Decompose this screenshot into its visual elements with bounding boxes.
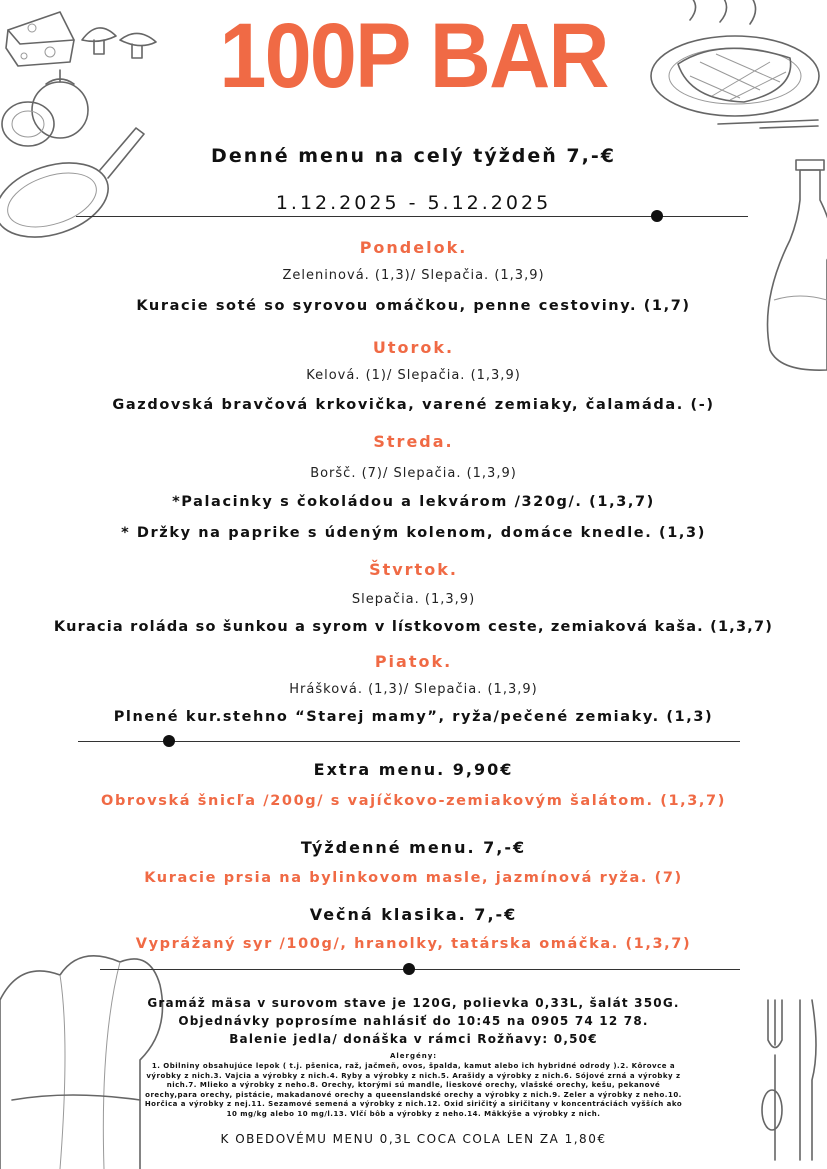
allergens-list: [100, 1062, 727, 1119]
main-friday: Plnené kur.stehno “Starej mamy”, ryža/pečené zemiaky. (1,3): [113, 709, 714, 725]
weekly-menu-title: Týždenné menu. 7,-€: [300, 838, 527, 857]
allergen-line: 10 mg/kg alebo 10 mg/l.13. Vlčí bôb a výrobky z neho.14. Mäkkýše a výrobky z nich.: [226, 1109, 601, 1118]
divider: [100, 969, 740, 970]
classic-menu-title: Večná klasika. 7,-€: [309, 905, 518, 924]
main-wednesday-2: * Držky na paprike s údeným kolenom, domáce knedle. (1,3): [121, 525, 706, 541]
main-thursday: Kuracia roláda so šunkou a syrom v lístkovom ceste, zemiaková kaša. (1,3,7): [53, 619, 774, 635]
weekly-menu-item: Kuracie prsia na bylinkovom masle, jazmínová ryža. (7): [144, 870, 683, 886]
soup-monday: Zeleninová. (1,3)/ Slepačia. (1,3,9): [282, 268, 545, 283]
allergen-line: Horčica a výrobky z nej.11. Sezamové semená a výrobky z nich.12. Oxid siričitý a siričitany v koncentráciách vyšších ako: [144, 1100, 683, 1108]
info-line-1: Gramáž mäsa v surovom stave je 120G, polievka 0,33L, šalát 350G.: [147, 996, 680, 1010]
allergen-line: výrobky z nich.3. Vajcia a výrobky z nich.4. Ryby a výrobky z nich.5. Arašidy a výrobky z nich.6. Sójové zrná a výrobky z: [146, 1071, 681, 1080]
allergen-line: nich.7. Mlieko a výrobky z neho.8. Orechy, ktorými sú mandle, lieskové orechy, vlašské orechy, kešu, pekanové: [166, 1081, 661, 1089]
day-tuesday: Utorok.: [372, 338, 455, 357]
page-title: 100P BAR: [219, 5, 608, 107]
soup-tuesday: Kelová. (1)/ Slepačia. (1,3,9): [306, 368, 521, 383]
info-line-2: Objednávky poprosíme nahlásiť do 10:45 na 0905 74 12 78.: [178, 1014, 649, 1028]
extra-menu-title: Extra menu. 9,90€: [313, 760, 514, 779]
allergens-title: Alergény:: [389, 1052, 438, 1060]
day-wednesday: Streda.: [373, 432, 454, 451]
extra-menu-item: Obrovská šnicľa /200g/ s vajíčkovo-zemiakovým šalátom. (1,3,7): [101, 793, 726, 809]
allergen-line: orechy,para orechy, pistácie, makadanové orechy a queenslandské orechy a výrobky z nich.9. Zeler a výrobky z neho.10.: [145, 1090, 682, 1099]
footer-offer: K OBEDOVÉMU MENU 0,3L COCA COLA LEN ZA 1,80€: [220, 1132, 607, 1146]
divider-dot: [163, 735, 175, 747]
soup-wednesday: Boršč. (7)/ Slepačia. (1,3,9): [310, 466, 517, 481]
classic-menu-item: Vyprážaný syr /100g/, hranolky, tatárska omáčka. (1,3,7): [135, 936, 692, 952]
day-friday: Piatok.: [374, 652, 453, 671]
soup-friday: Hrášková. (1,3)/ Slepačia. (1,3,9): [289, 682, 538, 697]
allergen-line: 1. Obilniny obsahujúce lepok ( t.j. pšenica, raž, jačmeň, ovos, špalda, kamut alebo ich hybridné odrody ).2. Kôrovce a: [151, 1062, 676, 1070]
divider: [78, 741, 740, 742]
main-monday: Kuracie soté so syrovou omáčkou, penne cestoviny. (1,7): [136, 298, 691, 314]
info-line-3: Balenie jedla/ donáška v rámci Rožňavy: 0,50€: [229, 1032, 598, 1046]
menu-subtitle: Denné menu na celý týždeň 7,-€: [211, 145, 616, 167]
main-wednesday-1: *Palacinky s čokoládou a lekvárom /320g/. (1,3,7): [172, 494, 655, 510]
day-monday: Pondelok.: [359, 238, 468, 257]
divider-dot: [651, 210, 663, 222]
divider: [76, 216, 748, 217]
day-thursday: Štvrtok.: [369, 560, 458, 579]
divider-dot: [403, 963, 415, 975]
main-tuesday: Gazdovská bravčová krkovička, varené zemiaky, čalamáda. (-): [112, 397, 715, 413]
menu-dates: 1.12.2025 - 5.12.2025: [275, 192, 552, 214]
soup-thursday: Slepačia. (1,3,9): [351, 592, 476, 607]
